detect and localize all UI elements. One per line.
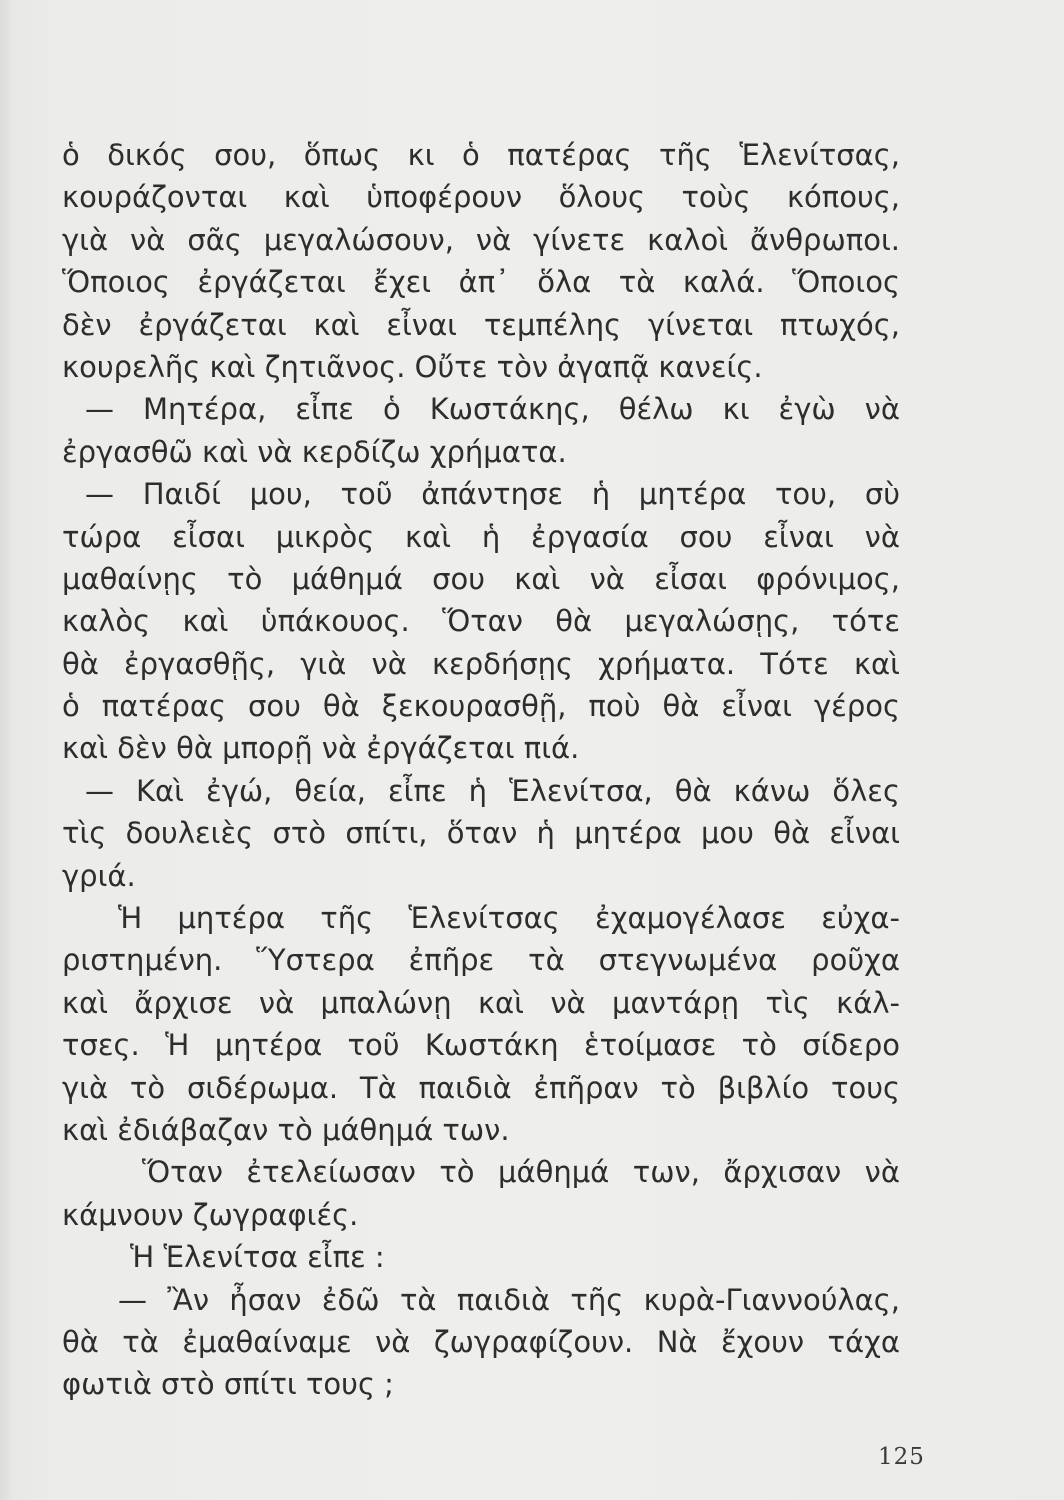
text-line: Ὅταν ἐτελείωσαν τὸ μάθημά των, ἄρχισαν νὰ <box>142 1155 900 1190</box>
text-line: κάμνουν ζωγραφιές. <box>62 1197 359 1232</box>
text-line: Ἡ Ἑλενίτσα εἶπε : <box>130 1240 385 1275</box>
text-line: γιὰ τὸ σιδέρωμα. Τὰ παιδιὰ ἐπῆραν τὸ βιβλίο τους <box>62 1070 900 1105</box>
text-line: θὰ ἐργασθῇς, γιὰ νὰ κερδήσῃς χρήματα. Τότε καὶ <box>62 646 900 681</box>
paragraph <box>62 473 900 770</box>
text-line: μαθαίνῃς τὸ μάθημά σου καὶ νὰ εἶσαι φρόνιμος, <box>62 561 900 596</box>
text-line: ὁ πατέρας σου θὰ ξεκουρασθῇ, ποὺ θὰ εἶναι γέρος <box>62 689 900 724</box>
paragraph <box>62 388 900 473</box>
paragraph <box>62 1279 900 1406</box>
text-line: τὶς δουλειὲς στὸ σπίτι, ὅταν ἡ μητέρα μου θὰ εἶναι <box>62 816 900 851</box>
text-line: ριστημένη. Ὕστερα ἐπῆρε τὰ στεγνωμένα ροῦχα <box>62 943 900 978</box>
paragraph <box>62 770 900 897</box>
text-line: γιὰ νὰ σᾶς μεγαλώσουν, νὰ γίνετε καλοὶ ἄνθρωποι. <box>62 222 900 257</box>
text-line: γριά. <box>62 858 136 893</box>
text-line: καὶ δὲν θὰ μπορῇ νὰ ἐργάζεται πιά. <box>62 731 580 766</box>
text-line: θὰ τὰ ἐμαθαίναμε νὰ ζωγραφίζουν. Νὰ ἔχουν τάχα <box>62 1324 900 1359</box>
paragraph <box>62 1236 900 1278</box>
text-line: δὲν ἐργάζεται καὶ εἶναι τεμπέλης γίνεται πτωχός, <box>62 307 900 342</box>
text-line: Ὅποιος ἐργάζεται ἔχει ἀπ᾽ ὅλα τὰ καλά. Ὅποιος <box>62 265 900 300</box>
text-line: — Παιδί μου, τοῦ ἀπάντησε ἡ μητέρα του, σὺ <box>85 477 900 512</box>
text-line: τώρα εἶσαι μικρὸς καὶ ἡ ἐργασία σου εἶναι νὰ <box>62 519 900 554</box>
page-number: 125 <box>878 1444 925 1470</box>
paragraph <box>62 134 900 388</box>
paragraph <box>62 897 900 1151</box>
text-line: — Καὶ ἐγώ, θεία, εἶπε ἡ Ἑλενίτσα, θὰ κάνω ὅλες <box>85 773 900 808</box>
text-line: — Μητέρα, εἶπε ὁ Κωστάκης, θέλω κι ἐγὼ νὰ <box>85 392 900 427</box>
text-line: ὁ δικός σου, ὅπως κι ὁ πατέρας τῆς Ἑλενίτσας, <box>62 138 900 172</box>
text-line: ἐργασθῶ καὶ νὰ κερδίζω χρήματα. <box>62 434 567 469</box>
text-line: φωτιὰ στὸ σπίτι τους ; <box>62 1367 394 1402</box>
text-line: τσες. Ἡ μητέρα τοῦ Κωστάκη ἑτοίμασε τὸ σίδερο <box>62 1028 900 1063</box>
text-line: καλὸς καὶ ὑπάκουος. Ὅταν θὰ μεγαλώσῃς, τότε <box>62 604 900 639</box>
text-line: — Ἂν ἦσαν ἐδῶ τὰ παιδιὰ τῆς κυρὰ-Γιαννούλας, <box>118 1282 900 1317</box>
text-line: καὶ ἐδιάβαζαν τὸ μάθημά των. <box>62 1112 510 1147</box>
text-line: καὶ ἄρχισε νὰ μπαλώνῃ καὶ νὰ μαντάρῃ τὶς κάλ- <box>62 985 900 1020</box>
text-line: κουράζονται καὶ ὑποφέρουν ὅλους τοὺς κόπους, <box>62 180 900 215</box>
text-line: κουρελῆς καὶ ζητιᾶνος. Οὔτε τὸν ἀγαπᾷ κανείς. <box>62 349 763 384</box>
paragraph <box>62 1151 900 1236</box>
text-line: Ἡ μητέρα τῆς Ἑλενίτσας ἐχαμογέλασε εὐχα- <box>118 901 900 936</box>
text-body <box>62 134 900 1406</box>
